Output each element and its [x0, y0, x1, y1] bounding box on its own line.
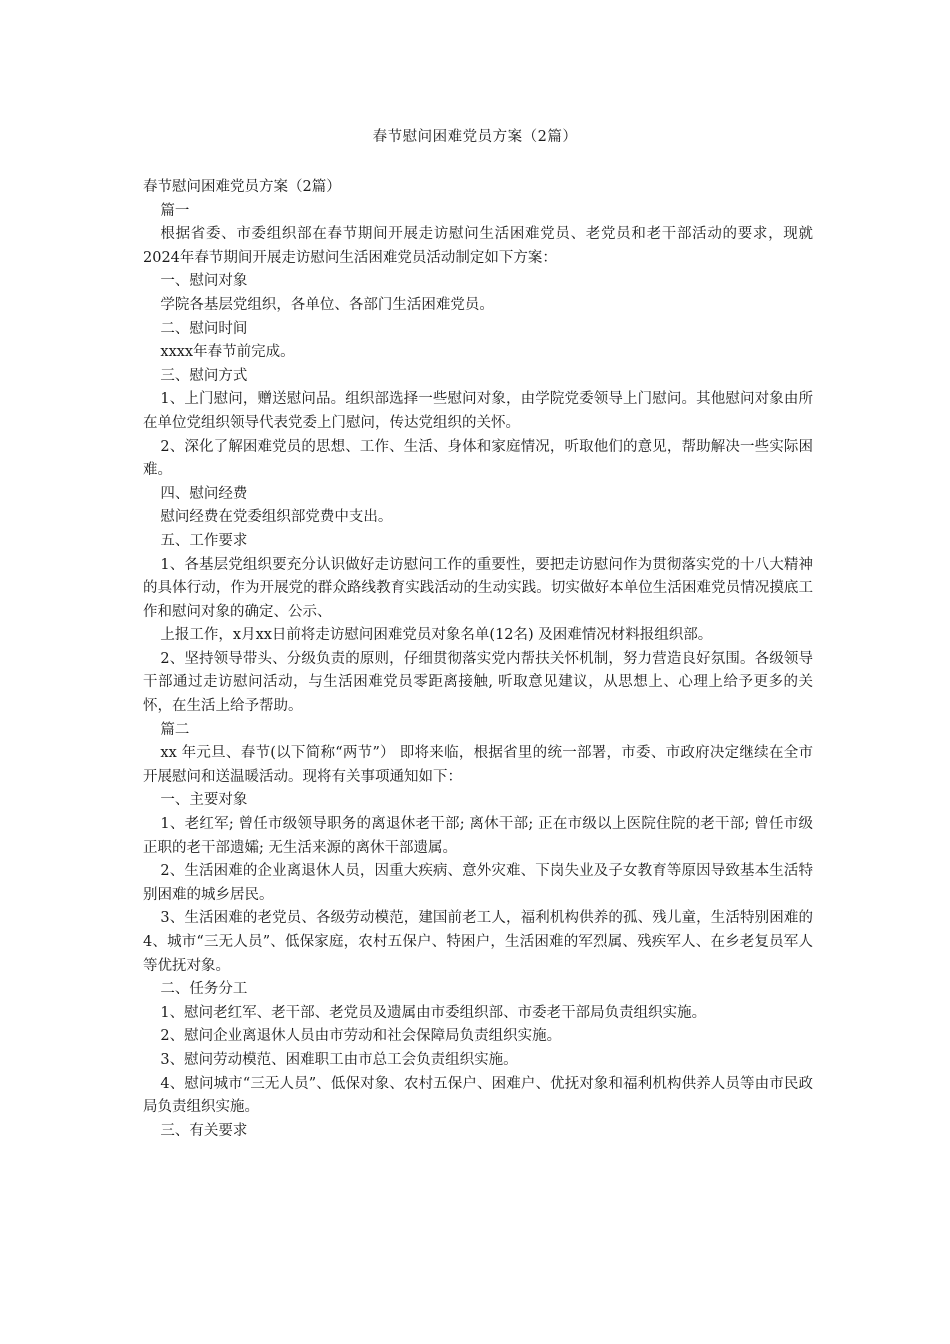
paragraph: 2、慰问企业离退休人员由市劳动和社会保障局负责组织实施。 [160, 1028, 562, 1045]
paragraph: 一、慰问对象 [160, 273, 248, 290]
paragraph: 春节慰问困难党员方案（2篇） [143, 179, 341, 195]
paragraph: 上报工作，x月xx日前将走访慰问困难党员对象名单(12名) 及困难情况材料报组织部。 [160, 627, 713, 644]
paragraph: 1、各基层党组织要充分认识做好走访慰问工作的重要性，要把走访慰问作为贯彻落实党的十八大精神的具体行动，作为开展党的群众路线教育实践活动的生动实践。切实做好本单位生活困难党员情况摸底工作和慰问对象的确定、公示、 [143, 556, 813, 620]
paragraph: 1、老红军; 曾任市级领导职务的离退休老干部; 离休干部; 正在市级以上医院住院的老干部; 曾任市级正职的老干部遗孀; 无生活来源的离休干部遗属。 [143, 816, 813, 856]
paragraph: 三、有关要求 [160, 1122, 248, 1139]
paragraph: 1、上门慰问，赠送慰问品。组织部选择一些慰问对象，由学院党委领导上门慰问。其他慰问对象由所在单位党组织领导代表党委上门慰问，传达党组织的关怀。 [143, 391, 813, 431]
paragraph: 4、慰问城市“三无人员”、低保对象、农村五保户、困难户、优抚对象和福利机构供养人员等由市民政局负责组织实施。 [143, 1075, 813, 1116]
paragraph: 一、主要对象 [160, 792, 248, 809]
paragraph: 五、工作要求 [160, 532, 248, 549]
paragraph: xx 年元旦、春节(以下简称“两节”） 即将来临，根据省里的统一部署，市委、市政府决定继续在全市开展慰问和送温暖活动。现将有关事项通知如下： [143, 745, 813, 785]
paragraph: 1、慰问老红军、老干部、老党员及遗属由市委组织部、市委老干部局负责组织实施。 [160, 1004, 707, 1021]
paragraph: 2、深化了解困难党员的思想、工作、生活、身体和家庭情况，听取他们的意见，帮助解决一些实际困难。 [143, 438, 813, 479]
paragraph: 篇一 [160, 202, 190, 219]
paragraph: 3、生活困难的老党员、各级劳动模范，建国前老工人，福利机构供养的孤、残儿童，生活特别困难的4、城市“三无人员”、低保家庭，农村五保户、特困户，生活困难的军烈属、残疾军人、在乡老复员军人等优抚对象。 [143, 910, 813, 974]
paragraph: 3、慰问劳动模范、困难职工由市总工会负责组织实施。 [160, 1051, 518, 1068]
paragraph: 二、慰问时间 [160, 320, 248, 337]
paragraph: 三、慰问方式 [160, 367, 248, 384]
document-title: 春节慰问困难党员方案（2篇） [372, 129, 578, 145]
paragraph: 2、生活困难的企业离退休人员，因重大疾病、意外灾难、下岗失业及子女教育等原因导致基本生活特别困难的城乡居民。 [143, 863, 813, 903]
paragraph: xxxx年春节前完成。 [160, 344, 295, 361]
paragraph: 2、坚持领导带头、分级负责的原则，仔细贯彻落实党内帮扶关怀机制，努力营造良好氛围。各级领导干部通过走访慰问活动，与生活困难党员零距离接触, 听取意见建议，从思想上、心理上给予更多的关怀，在生活上给予帮助。 [143, 650, 813, 715]
paragraph: 四、慰问经费 [160, 485, 248, 502]
paragraph: 二、任务分工 [160, 981, 248, 998]
paragraph: 慰问经费在党委组织部党费中支出。 [160, 509, 393, 526]
paragraph: 学院各基层党组织，各单位、各部门生活困难党员。 [160, 296, 494, 313]
paragraph: 根据省委、市委组织部在春节期间开展走访慰问生活困难党员、老党员和老干部活动的要求，现就2024年春节期间开展走访慰问生活困难党员活动制定如下方案： [143, 226, 813, 266]
document-body [143, 176, 813, 1143]
paragraph: 篇二 [160, 721, 190, 738]
